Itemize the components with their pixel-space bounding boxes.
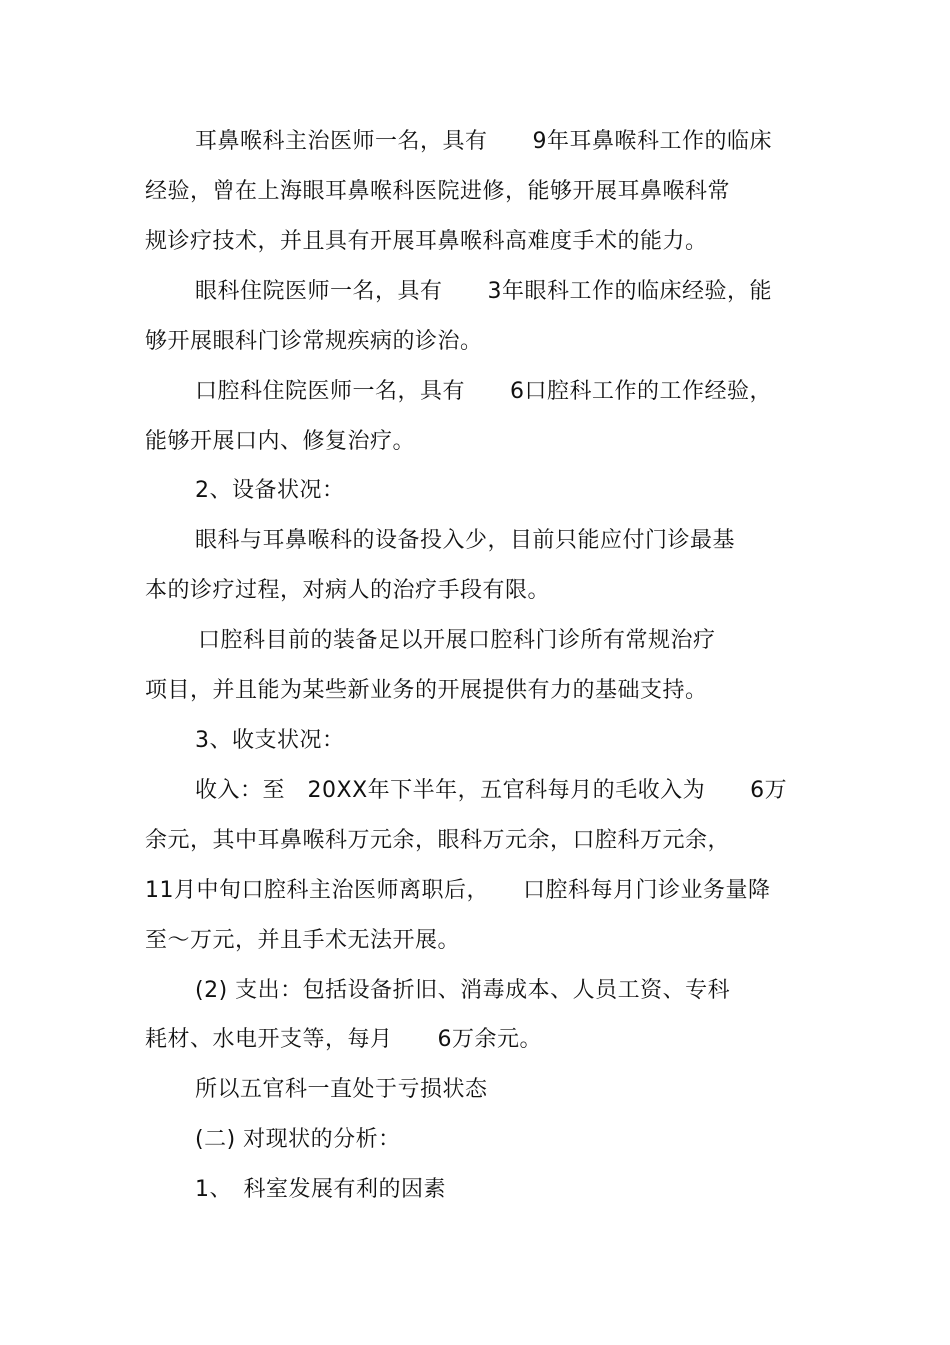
paragraph-line: 口腔科住院医师一名，具有 6口腔科工作的工作经验， [195,379,772,404]
section-heading: 3、收支状况： [195,728,345,753]
paragraph-line: 项目，并且能为某些新业务的开展提供有力的基础支持。 [145,678,708,703]
paragraph-line: 够开展眼科门诊常规疾病的诊治。 [145,329,483,354]
paragraph-line: 耳鼻喉科主治医师一名，具有 9年耳鼻喉科工作的临床 [195,129,772,154]
paragraph-line: 所以五官科一直处于亏损状态 [195,1077,488,1102]
paragraph-line: 11月中旬口腔科主治医师离职后， 口腔科每月门诊业务量降 [145,878,771,903]
section-heading: 1、 科室发展有利的因素 [195,1177,446,1202]
paragraph-line: 眼科与耳鼻喉科的设备投入少，目前只能应付门诊最基 [195,528,736,553]
paragraph-line: 能够开展口内、修复治疗。 [145,429,416,454]
paragraph-line: 规诊疗技术，并且具有开展耳鼻喉科高难度手术的能力。 [145,229,708,254]
section-heading: 2、设备状况： [195,478,345,503]
paragraph-line: 眼科住院医师一名，具有 3年眼科工作的临床经验，能 [195,279,772,304]
paragraph-line: 余元，其中耳鼻喉科万元余，眼科万元余，口腔科万元余， [145,828,731,853]
section-heading: (二) 对现状的分析： [195,1127,401,1152]
paragraph-line: (2) 支出：包括设备折旧、消毒成本、人员工资、专科 [195,978,731,1003]
paragraph-line: 经验，曾在上海眼耳鼻喉科医院进修，能够开展耳鼻喉科常 [145,179,731,204]
paragraph-line: 收入：至 20XX年下半年，五官科每月的毛收入为 6万 [195,778,788,803]
paragraph-line: 本的诊疗过程，对病人的治疗手段有限。 [145,578,551,603]
paragraph-line: 耗材、水电开支等，每月 6万余元。 [145,1027,542,1052]
paragraph-line: 口腔科目前的装备足以开展口腔科门诊所有常规治疗 [198,628,716,653]
paragraph-line: 至～万元，并且手术无法开展。 [145,928,461,953]
